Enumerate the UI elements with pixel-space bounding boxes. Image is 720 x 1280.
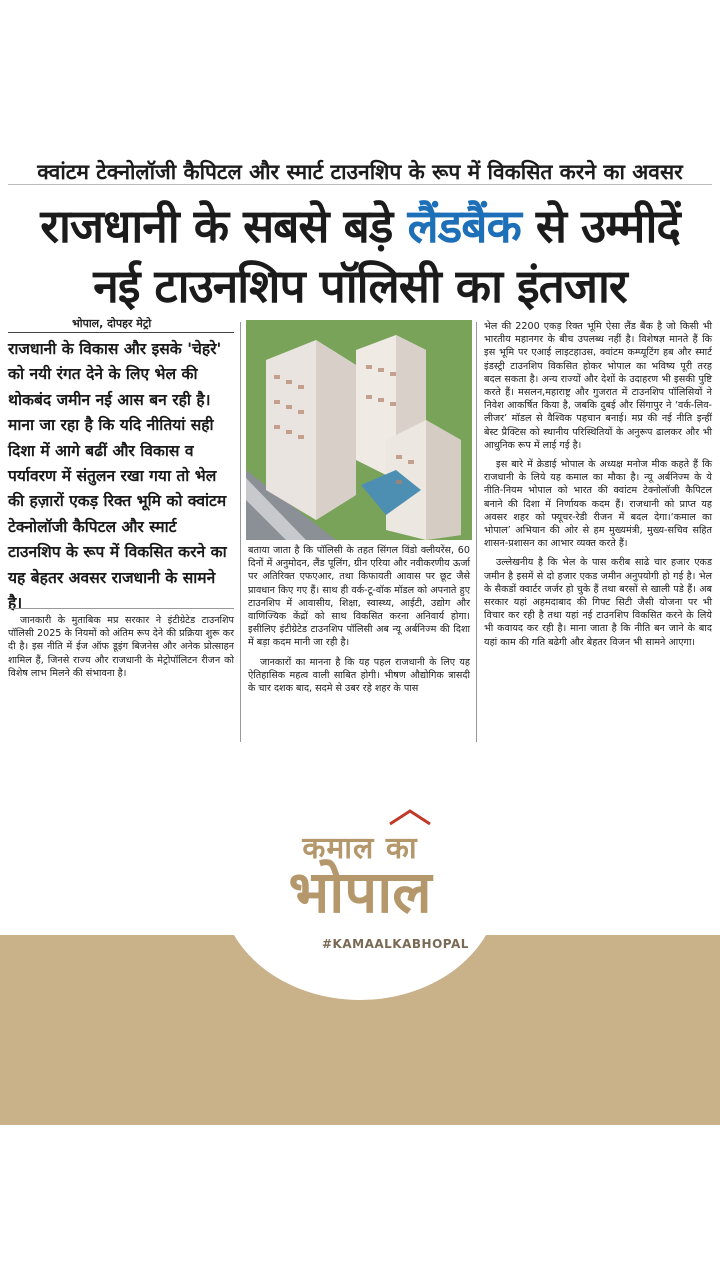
township-illustration-icon <box>246 320 472 540</box>
column-divider-2 <box>476 322 477 742</box>
headline-line-1-part-a: राजधानी के सबसे बड़े <box>40 199 408 253</box>
dateline: भोपाल, दोपहर मेट्रो <box>72 317 152 330</box>
column-2-paragraph-1: बताया जाता है कि पॉलिसी के तहत सिंगल विंडो क्लीयरेंस, 60 दिनों में अनुमोदन, लैंड पूलिंग, ग्रीन एरिया और नवीकरणीय ऊर्जा पर अतिरिक्त एफएआर, तथा किफायती आवास पर छूट जैसे प्रावधान किए गए हैं। साथ ही वर्क-टू-वॉक मॉडल को अपनाते हुए टाउनशिप में आवासीय, शिक्षा, स्वास्थ्य, आईटी, उद्योग और वाणिज्यिक केंद्रों को साथ विकसित करना अनिवार्य होगा। इसीलिए इंटीग्रेटेड टाउनशिप पॉलिसी अब न्यू अर्बनिज्म की दिशा में बड़ा कदम मानी जा रही है। <box>248 545 470 649</box>
column-divider-1 <box>240 322 241 742</box>
roof-chevron-icon <box>388 808 432 826</box>
column-2-text <box>248 544 470 701</box>
headline-accent-word: लैंडबैंक <box>407 199 521 253</box>
logo-main-text: भोपाल <box>288 858 432 926</box>
lead-paragraph: राजधानी के विकास और इसके 'चेहरे' को नयी रंगत देने के लिए भेल की थोकबंद जमीन नई आस बन रही है। माना जा रहा है कि यदि नीतियां सही दिशा में आगे बढीं और विकास व पर्यावरण में संतुलन रखा गया तो भेल की हज़ारों एकड़ रिक्त भूमि को क्वांटम टेक्नोलॉजी कैपिटल और स्मार्ट टाउनशिप के रूप में विकसित करने का यह बेहतर अवसर राजधानी के सामने है। <box>8 340 227 613</box>
headline-line-2: नई टाउनशिप पॉलिसी का इंतजार <box>93 259 627 313</box>
logo-top-text: कमाल का <box>302 831 418 866</box>
kicker-divider <box>8 184 712 185</box>
column-2-paragraph-2: जानकारों का मानना है कि यह पहल राजधानी के लिए यह ऐतिहासिक महत्व वाली साबित होगी। भीषण औद्योगिक त्रासदी के चार दशक बाद, सदमे से उबर रहे शहर के पास <box>248 656 470 695</box>
column-3-paragraph-3: उल्लेखनीय है कि भेल के पास करीब साढे चार हजार एकड जमीन है इसमें से दो हजार एकड जमीन अनुपयोगी हो गई है। भेल के सैकडों क्वार्टर जर्जर हो चुके हैं तथा बरसों से खाली पडे हैं। अब सरकार यहां अहमदाबाद की गिफ्ट सिटी जैसी योजना पर भी विचार कर रही है तथा यहां नई टाउनशिप विकसित करने के लिये भी कवायद कर रही है। माना जाता है कि नीति बन जाने के बाद यहां काम की गति बढेगी और बेहतर विजन भी सामने आएगा। <box>484 557 712 648</box>
dateline-divider <box>8 332 234 333</box>
column-3-paragraph-1: भेल की 2200 एकड़ रिक्त भूमि ऐसा लैंड बैंक है जो किसी भी भारतीय महानगर के बीच उपलब्ध नहीं है। विशेषज्ञ मानते हैं कि इस भूमि पर एआई लाइटहाउस, क्वांटम कम्प्यूटिंग हब और स्मार्ट इंडस्ट्री टाउनशिप विकसित होकर भोपाल का भविष्य पूरी तरह बदल सकता है। अन्य राज्यों और देशों के उदाहरण भी इसकी पुष्टि करते हैं। मसलन,महाराष्ट्र और गुजरात में टाउनशिप पॉलिसियों ने निवेश आकर्षित किया है, जबकि दुबई और सिंगापुर ने ‘वर्क-लिव-लीजर’ मॉडल से वैश्विक पहचान बनाई। मप्र की नई नीति इन्हीं बेस्ट प्रैक्टिस को स्थानीय परिस्थितियों के अनुरूप ढालकर और भी आधुनिक रूप में लाई गई है। <box>484 321 712 451</box>
headline-line-1-part-b: से उम्मीदें <box>520 199 680 253</box>
column-1-text <box>8 614 234 686</box>
township-buildings-photo <box>246 320 472 540</box>
article-kicker: क्वांटम टेक्नोलॉजी कैपिटल और स्मार्ट टाउनशिप के रूप में विकसित करने का अवसर <box>37 160 683 184</box>
headline-line-1 <box>0 198 720 254</box>
column-1-paragraph: जानकारी के मुताबिक मप्र सरकार ने इंटीग्रेटेड टाउनशिप पॉलिसी 2025 के नियमों को अंतिम रूप देने की प्रक्रिया शुरू कर दी है। इस नीति में ईज ऑफ डूइंग बिजनेस और अनेक प्रोत्साहन शामिल हैं, जिनसे राज्य और राजधानी के मेट्रोपॉलिटन रीजन को विशेष लाभ मिलने की संभावना है। <box>8 615 234 679</box>
column-3-paragraph-2: इस बारे में क्रेडाई भोपाल के अध्यक्ष मनोज मीक कहते हैं कि राजधानी के लिये यह कमाल का मौका है। न्यू अर्बनिज्म के ये नीति-नियम भोपाल को भारत की क्वांटम टेक्नोलॉजी कैपिटल बनाने की दिशा में निर्णायक कदम हैं। राजधानी को प्राप्त यह अवसर शहर को फ्यूचर-रेडी रीजन में बदल देगा।‘कमाल का भोपाल’ अभियान की ओर से हम मुख्यमंत्री, मुख्य-सचिव सहित शासन-प्रशासन का आभार व्यक्त करते हैं। <box>484 459 712 550</box>
lead-divider <box>8 608 234 609</box>
column-3-text <box>484 320 712 655</box>
brand-hashtag: #KAMAALKABHOPAL <box>322 937 469 951</box>
